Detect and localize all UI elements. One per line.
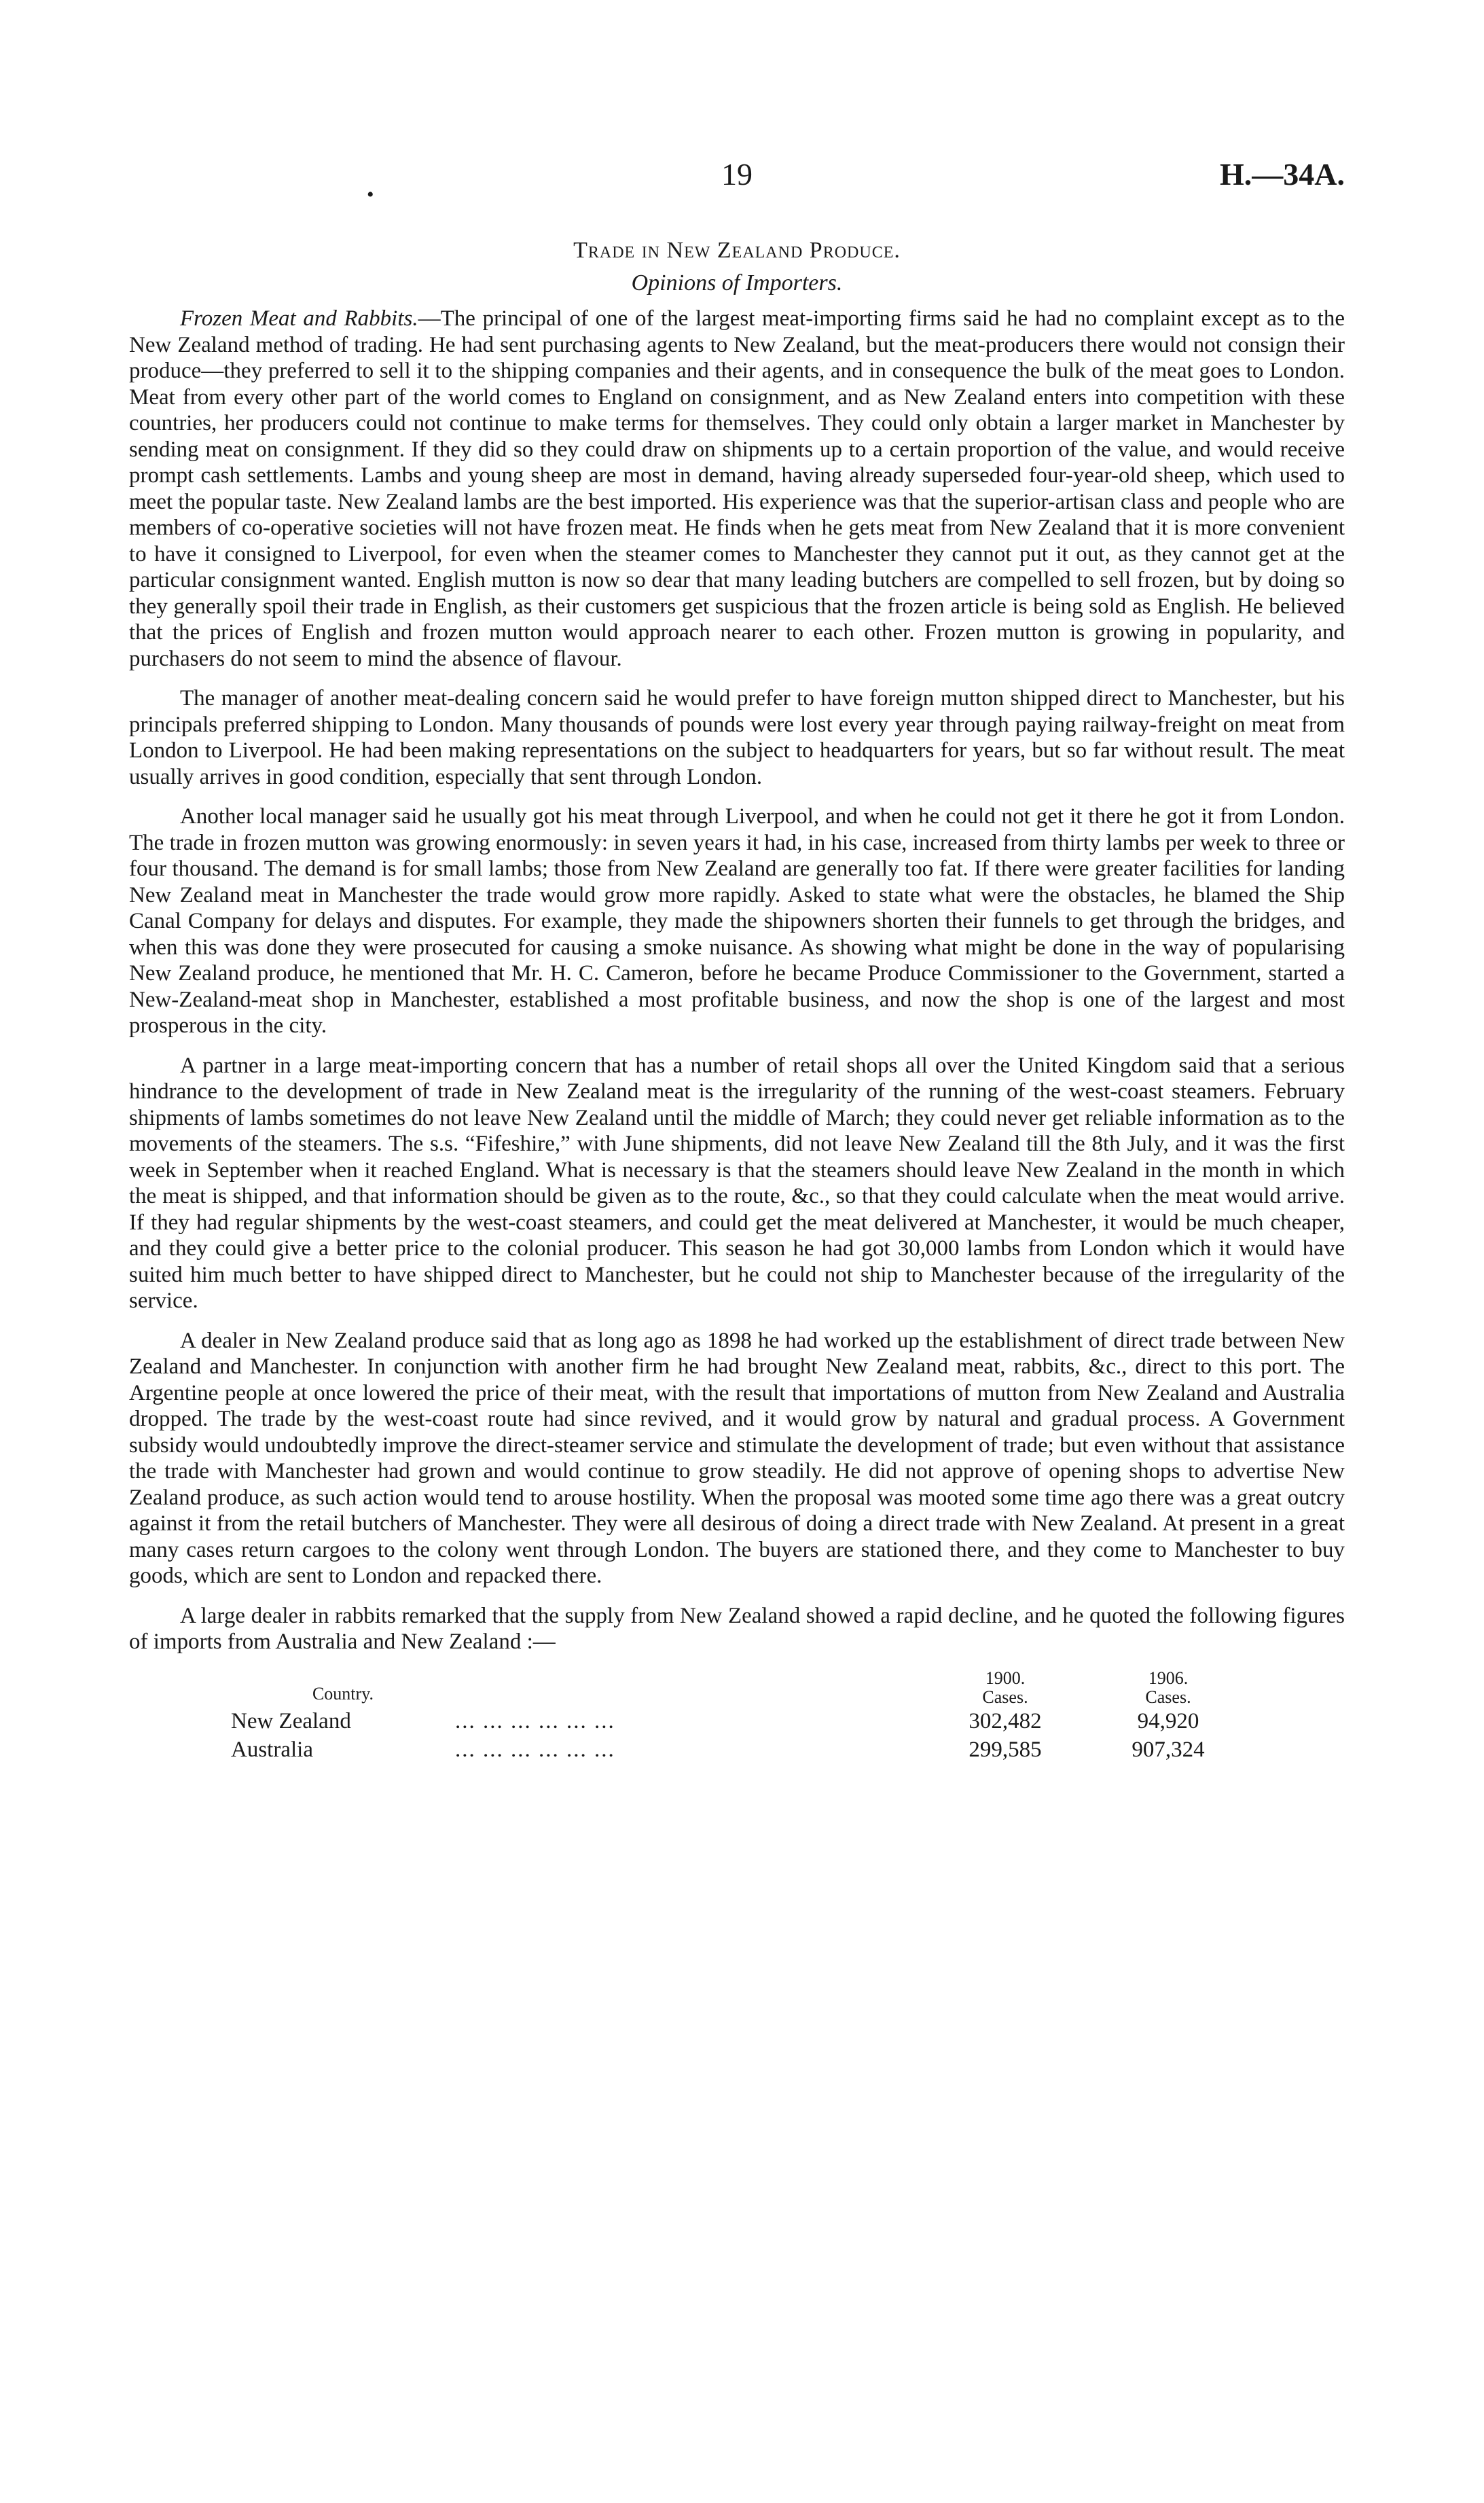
paragraph-local-manager	[129, 804, 1345, 1039]
rabbit-imports-table	[231, 1669, 1250, 1764]
country-column-header: Country.	[312, 1683, 374, 1704]
country-cell: Australia	[231, 1737, 313, 1762]
paragraph-text: The manager of another meat-dealing concern said he would prefer to have foreign mutton shipped direct to Manchester, but his principals preferred shipping to London. Many thousands of pounds were lost every year through paying railway-freight on meat from London to Liverpool. He had been making representations on the subject to headquarters for years, but so far without result. The meat usually arrives in good condition, especially that sent through London.	[129, 686, 1345, 789]
value-cell: 907,324	[1132, 1737, 1205, 1762]
paragraph-produce-dealer	[129, 1328, 1345, 1589]
paragraph-meat-dealing-manager	[129, 685, 1345, 790]
table-row	[231, 1707, 1250, 1735]
paragraph-lead-in: Frozen Meat and Rabbits.	[180, 306, 418, 331]
paragraph-text: A partner in a large meat-importing concern that has a number of retail shops all over the United Kingdom said that a serious hindrance to the development of trade in New Zealand meat is the irregularity of the running of the west-coast steamers. February shipments of lambs sometimes do not leave New Zealand until the middle of March; they could never get reliable information as to the movements of the steamers. The s.s. “Fifeshire,” with June shipments, did not leave New Zealand till the 8th July, and it was the first week in September when it reached England. What is necessary is that the steamers should leave New Zealand in the month in which the meat is shipped, and that information should be given as to the route, &c., so that they could calculate when the meat would arrive. If they had regular shipments by the west-coast steamers, and could get the meat delivered at Manchester, it would be much cheaper, and they could give a better price to the colonial producer. This season he had got 30,000 lambs from London which it would have suited him much better to have shipped direct to Manchester, but he could not ship to Manchester because of the irregularity of the service.	[129, 1053, 1345, 1313]
document-page	[129, 156, 1345, 1764]
document-reference: H.—34A.	[1220, 157, 1345, 192]
value-cell: 94,920	[1137, 1708, 1199, 1733]
value-cell: 302,482	[969, 1708, 1042, 1733]
section-title: Trade in New Zealand Produce.	[573, 238, 901, 263]
dot-leader: ... ... ... ... ... ...	[455, 1708, 615, 1733]
table-row	[231, 1735, 1250, 1764]
country-cell: New Zealand	[231, 1708, 351, 1733]
unit-label: Cases.	[982, 1687, 1028, 1707]
rabbit-imports-table-wrapper	[231, 1669, 1250, 1764]
paragraph-frozen-meat	[129, 306, 1345, 672]
paragraph-meat-importing-partner	[129, 1053, 1345, 1314]
paragraph-text: Another local manager said he usually got his meat through Liverpool, and when he could not get it there he got it from London. The trade in frozen mutton was growing enormously: in seven years it had, in his case, increased from thirty lambs per week to three or four thousand. The demand is for small lambs; those from New Zealand are generally too fat. If there were greater facilities for landing New Zealand meat in Manchester the trade would grow more rapidly. Asked to state what were the obstacles, he blamed the Ship Canal Company for delays and disputes. For example, they made the shipowners shorten their funnels to get through the bridges, and when this was done they were prosecuted for causing a smoke nuisance. As showing what might be done in the way of popularising New Zealand produce, he mentioned that Mr. H. C. Cameron, before he became Produce Commissioner to the Government, started a New-Zealand-meat shop in Manchester, established a most profitable business, and now the shop is one of the largest and most prosperous in the city.	[129, 804, 1345, 1038]
value-cell: 299,585	[969, 1737, 1042, 1762]
paragraph-text: —The principal of one of the largest meat-importing firms said he had no complaint except as to the New Zealand method of trading. He had sent purchasing agents to New Zealand, but the meat-producers there would not consign their produce—they preferred to sell it to the shipping companies and their agents, and in consequence the bulk of the meat goes to London. Meat from every other part of the world comes to England on consignment, and as New Zealand enters into competition with these countries, her producers could not continue to make terms for themselves. They could only obtain a larger market in Manchester by sending meat on consignment. If they did so they could draw on shipments up to a certain proportion of the value, and would receive prompt cash settlements. Lambs and young sheep are most in demand, having already superseded four-year-old sheep, which used to meet the popular taste. New Zealand lambs are the best imported. His experience was that the superior-artisan class and people who are members of co-operative societies will not have frozen meat. He finds when he gets meat from New Zealand that it is more convenient to have it consigned to Liverpool, for even when the steamer comes to Manchester they cannot put it out, as they cannot get at the particular consignment wanted. English mutton is now so dear that many leading butchers are compelled to sell frozen, but by doing so they generally spoil their trade in English, as their customers get suspicious that the frozen article is being sold as English. He believed that the prices of English and frozen mutton would approach nearer to each other. Frozen mutton is growing in popularity, and purchasers do not seem to mind the absence of flavour.	[129, 306, 1345, 671]
table-header-row	[231, 1669, 1250, 1707]
paragraph-rabbit-dealer	[129, 1603, 1345, 1655]
page-number: 19	[721, 157, 753, 192]
page-header	[129, 156, 1345, 211]
year-column-header	[924, 1669, 1087, 1707]
year-column-header	[1087, 1669, 1250, 1707]
year-label: 1906.	[1148, 1668, 1189, 1688]
paragraph-text: A large dealer in rabbits remarked that the supply from New Zealand showed a rapid decline, and he quoted the following figures of imports from Australia and New Zealand :—	[129, 1603, 1345, 1654]
paragraph-text: A dealer in New Zealand produce said that as long ago as 1898 he had worked up the establishment of direct trade between New Zealand and Manchester. In conjunction with another firm he had brought New Zealand meat, rabbits, &c., direct to this port. The Argentine people at once lowered the price of their meat, with the result that importations of mutton from New Zealand and Australia dropped. The trade by the west-coast route had since revived, and it would grow by natural and gradual process. A Government subsidy would undoubtedly improve the direct-steamer service and stimulate the development of trade; but even without that assistance the trade with Manchester had grown and would continue to grow steadily. He did not approve of opening shops to advertise New Zealand produce, as such action would tend to arouse hostility. When the proposal was mooted some time ago there was a great outcry against it from the retail butchers of Manchester. They were all desirous of doing a direct trade with New Zealand. At present in a great many cases return cargoes to the colony went through London. The buyers are stationed there, and they come to Manchester to buy goods, which are sent to London and repacked there.	[129, 1328, 1345, 1588]
year-label: 1900.	[985, 1668, 1026, 1688]
section-subtitle: Opinions of Importers.	[631, 270, 843, 295]
unit-label: Cases.	[1145, 1687, 1191, 1707]
header-left-mark: •	[367, 183, 374, 206]
dot-leader: ... ... ... ... ... ...	[455, 1737, 615, 1762]
